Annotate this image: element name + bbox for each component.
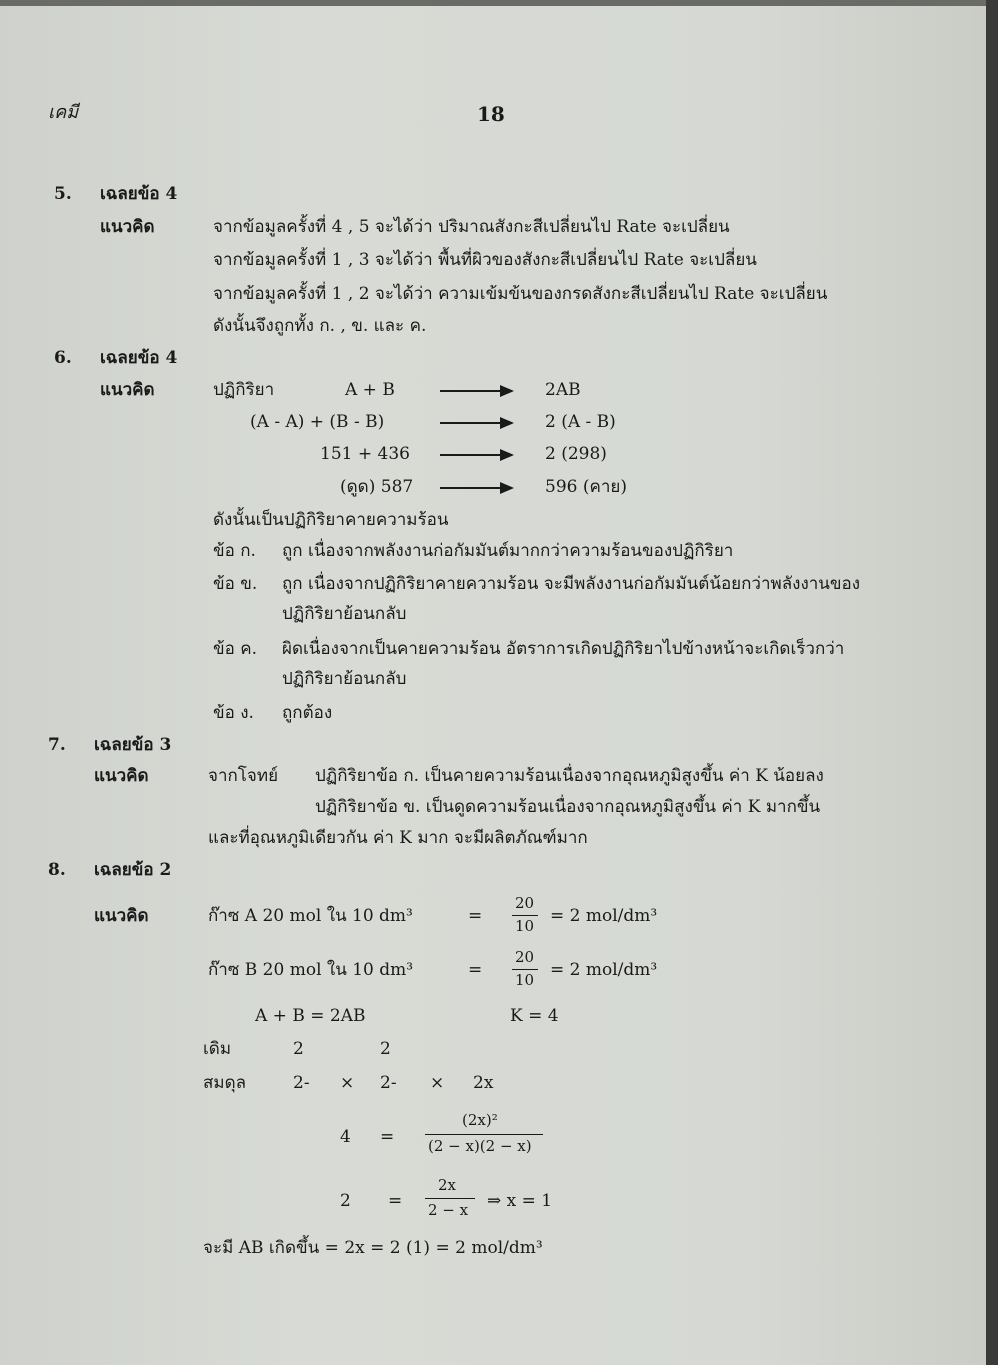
reaction-equation: A + B = 2AB [255,1006,366,1026]
q5-line: ดังนั้นจึงถูกทั้ง ก. , ข. และ ค. [213,316,427,336]
q6-eq-left: 151 + 436 [320,444,410,464]
concentration-result: = 2 mol/dm³ [550,960,658,980]
q6-item-label: ข้อ ก. [213,541,256,561]
reaction-arrow [440,487,512,489]
equals-sign: = [380,1127,395,1147]
q6-item-cont: ปฏิกิริยาย้อนกลับ [282,669,407,689]
q6-item-text: ถูก เนื่องจากพลังงานก่อกัมมันต์มากกว่าความร้อนของปฏิกิริยา [282,541,734,561]
q7-line: ปฏิกิริยาข้อ ข. เป็นดูดความร้อนเนื่องจากอุณหภูมิสูงขึ้น ค่า K มากขึ้น [315,797,821,817]
q6-reaction-label: ปฏิกิริยา [213,380,275,400]
header-subject: เคมี [48,102,79,123]
q5-line: จากข้อมูลครั้งที่ 4 , 5 จะได้ว่า ปริมาณสังกะสีเปลี่ยนไป Rate จะเปลี่ยน [213,217,730,237]
q8-answer: เฉลยข้อ 2 [94,860,172,880]
fraction-numerator: 20 [515,894,535,912]
final-answer: จะมี AB เกิดขึ้น = 2x = 2 (1) = 2 mol/dm³ [203,1238,543,1258]
page-number: 18 [477,102,505,126]
q7-answer: เฉลยข้อ 3 [94,735,172,755]
fraction-denominator: 10 [515,971,535,989]
solution-x: ⇒ x = 1 [487,1191,553,1211]
page-top-edge [0,0,998,6]
q6-eq-left: A + B [345,380,395,400]
times-sign: × [430,1073,445,1093]
q6-concept-label: แนวคิด [100,380,155,400]
simplified-value: 2 [340,1191,351,1211]
initial-b: 2 [380,1039,391,1059]
equilibrium-b: 2- [380,1073,397,1093]
equilibrium-ab: 2x [473,1073,494,1093]
equilibrium-a: 2- [293,1073,310,1093]
q5-line: จากข้อมูลครั้งที่ 1 , 3 จะได้ว่า พื้นที่ผิวของสังกะสีเปลี่ยนไป Rate จะเปลี่ยน [213,250,757,270]
q6-item-label: ข้อ ค. [213,639,258,659]
q5-answer: เฉลยข้อ 4 [100,184,178,204]
fraction-numerator: (2x)² [462,1111,498,1129]
initial-a: 2 [293,1039,304,1059]
gas-a-line: ก๊าซ A 20 mol ใน 10 dm³ [208,906,413,926]
fraction-bar [425,1198,475,1199]
equals-sign: = [468,960,483,980]
q6-eq-right: 596 (คาย) [545,477,627,497]
equals-sign: = [388,1191,403,1211]
q7-line: และที่อุณหภูมิเดียวกัน ค่า K มาก จะมีผลิตภัณฑ์มาก [208,828,588,848]
q6-eq-left: (A - A) + (B - B) [250,412,385,432]
equilibrium-constant: K = 4 [510,1006,559,1026]
equilibrium-label: สมดุล [203,1073,247,1093]
fraction-numerator: 20 [515,948,535,966]
fraction-denominator: 2 − x [428,1201,469,1219]
page-binding-edge [986,0,998,1365]
q6-eq-right: 2AB [545,380,581,400]
fraction-bar [425,1134,543,1135]
q6-item-text: ผิดเนื่องจากเป็นคายความร้อน อัตราการเกิดปฏิกิริยาไปข้างหน้าจะเกิดเร็วกว่า [282,639,845,659]
q6-answer: เฉลยข้อ 4 [100,348,178,368]
reaction-arrow [440,454,512,456]
fraction-numerator: 2x [438,1176,457,1194]
fraction-denominator: (2 − x)(2 − x) [428,1137,532,1155]
reaction-arrow [440,422,512,424]
q7-prefix: จากโจทย์ [208,766,279,786]
q8-number: 8. [48,860,66,880]
q6-item-label: ข้อ ข. [213,574,258,594]
q6-eq-right: 2 (A - B) [545,412,616,432]
q7-line: ปฏิกิริยาข้อ ก. เป็นคายความร้อนเนื่องจากอุณหภูมิสูงขึ้น ค่า K น้อยลง [315,766,824,786]
q7-concept-label: แนวคิด [94,766,149,786]
q6-eq-left: (ดูด) 587 [340,477,414,497]
fraction-bar [512,969,538,970]
q5-concept-label: แนวคิด [100,217,155,237]
q7-number: 7. [48,735,66,755]
q6-conclusion: ดังนั้นเป็นปฏิกิริยาคายความร้อน [213,510,449,530]
q5-number: 5. [54,184,72,204]
q6-number: 6. [54,348,72,368]
equals-sign: = [468,906,483,926]
concentration-result: = 2 mol/dm³ [550,906,658,926]
q6-item-text: ถูก เนื่องจากปฏิกิริยาคายความร้อน จะมีพลังงานก่อกัมมันต์น้อยกว่าพลังงานของ [282,574,861,594]
q6-item-cont: ปฏิกิริยาย้อนกลับ [282,604,407,624]
k-value: 4 [340,1127,351,1147]
q6-item-label: ข้อ ง. [213,703,254,723]
reaction-arrow [440,390,512,392]
q6-eq-right: 2 (298) [545,444,607,464]
q8-concept-label: แนวคิด [94,906,149,926]
q6-item-text: ถูกต้อง [282,703,333,723]
q5-line: จากข้อมูลครั้งที่ 1 , 2 จะได้ว่า ความเข้มข้นของกรดสังกะสีเปลี่ยนไป Rate จะเปลี่ยน [213,284,828,304]
fraction-denominator: 10 [515,917,535,935]
fraction-bar [512,915,538,916]
times-sign: × [340,1073,355,1093]
gas-b-line: ก๊าซ B 20 mol ใน 10 dm³ [208,960,414,980]
initial-label: เดิม [203,1039,232,1059]
